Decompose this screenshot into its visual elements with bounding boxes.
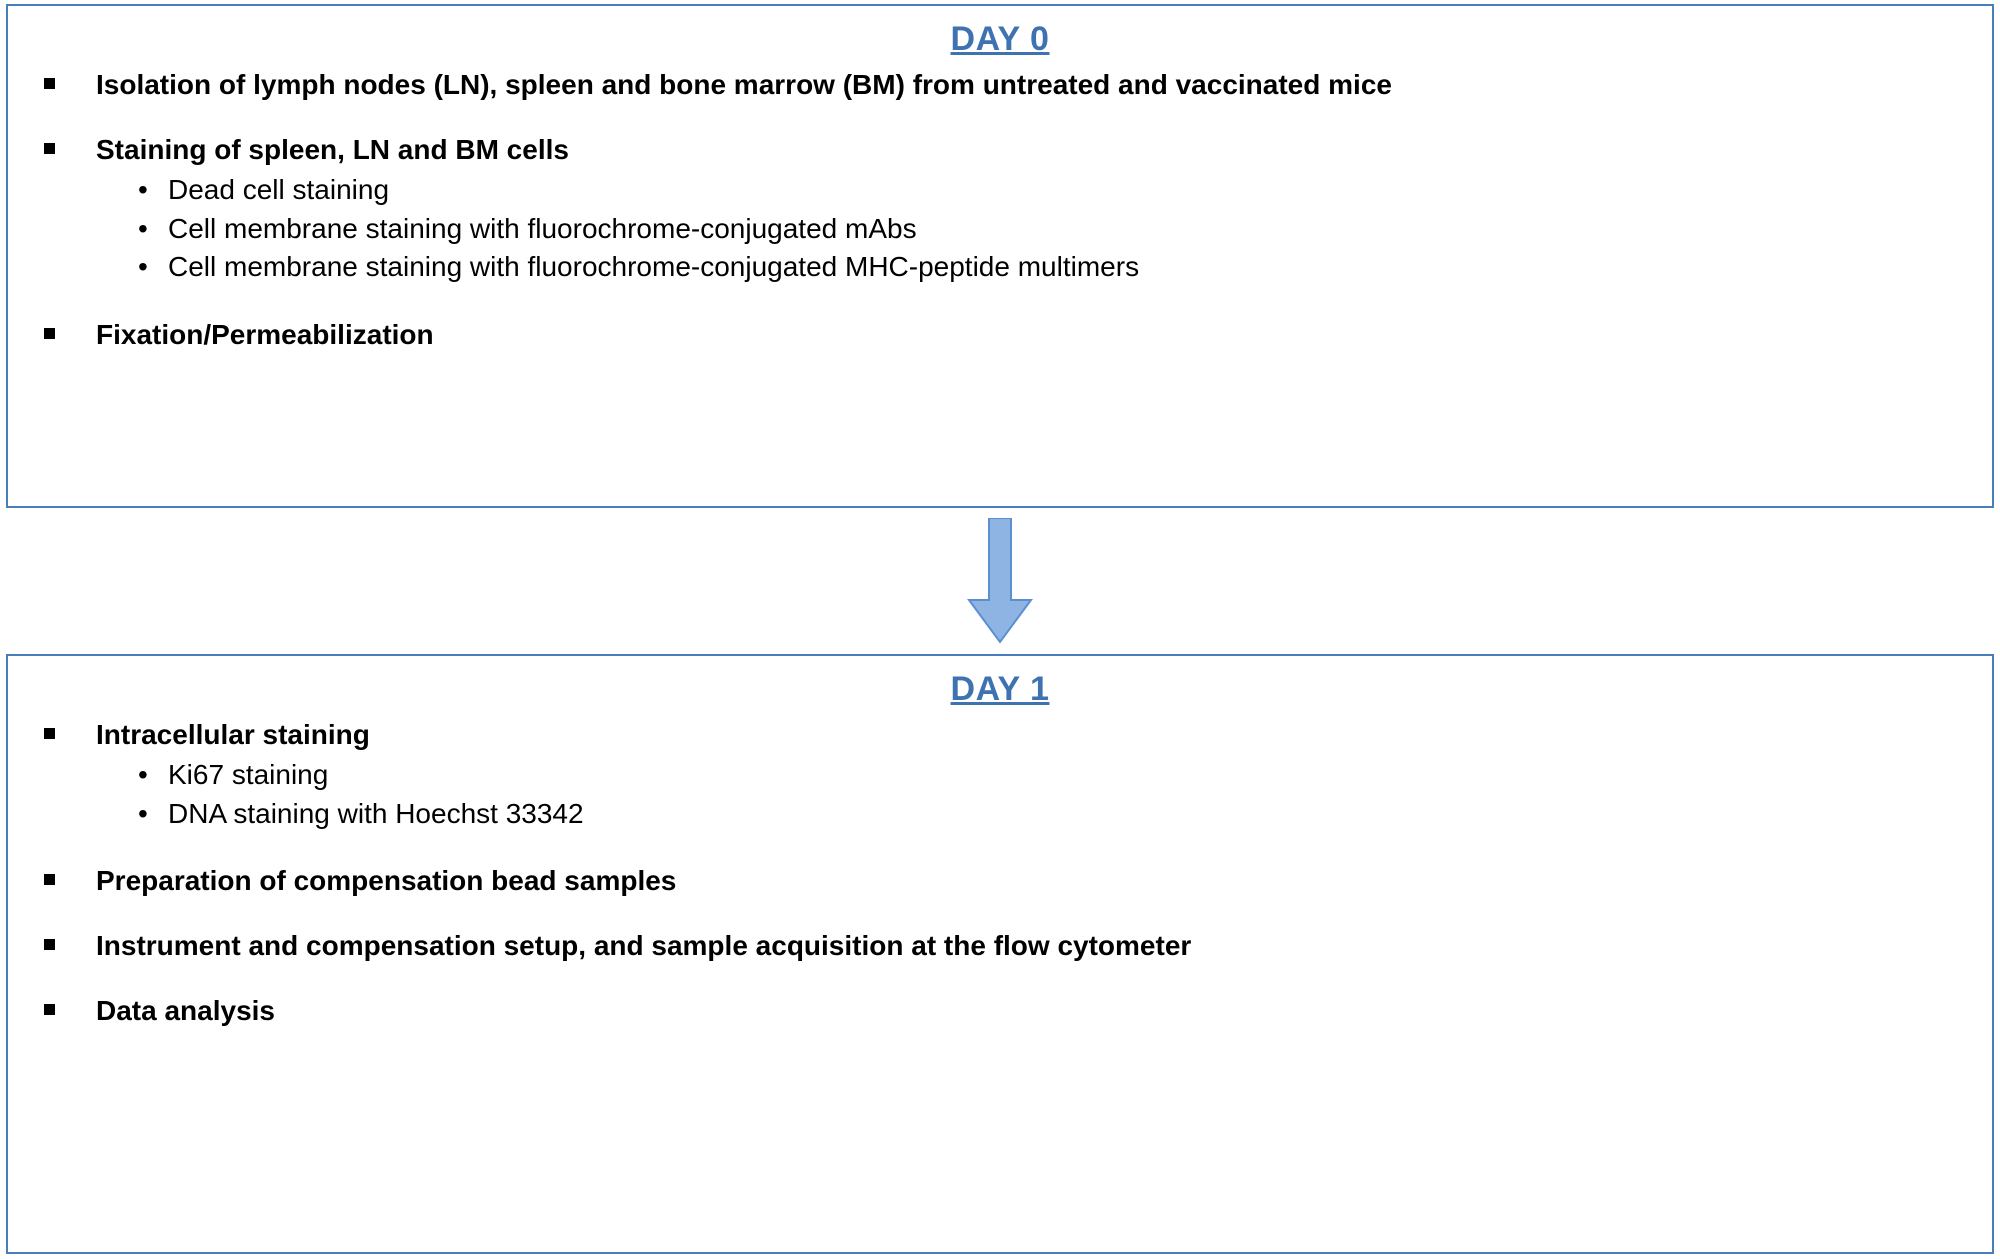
square-bullet-icon [44,874,55,885]
sub-list-item [96,248,1992,287]
list-item-label: Fixation/Permeabilization [96,318,434,350]
sub-list-item-label: Dead cell staining [168,174,390,205]
list-item-label: Preparation of compensation bead samples [96,865,677,897]
list-item-label: Staining of spleen, LN and BM cells [96,134,569,165]
square-bullet-icon [44,78,55,89]
dot-bullet-icon: • [138,797,148,829]
square-bullet-icon [44,1004,55,1015]
sub-list-item-label: DNA staining with Hoechst 33342 [168,797,584,829]
panel-day1-title: DAY 1 [950,670,1050,708]
panel-day1 [6,654,1994,1254]
dot-bullet-icon: • [138,212,148,244]
sub-list [96,171,1992,287]
sub-list-item [96,171,1992,210]
square-bullet-icon [44,328,55,339]
list-item-label: Isolation of lymph nodes (LN), spleen and bone marrow (BM) from untreated and vaccinated mice [96,69,1392,100]
dot-bullet-icon: • [138,759,148,790]
list-item [8,317,1992,352]
list-item [8,717,1992,833]
list-item [8,863,1992,898]
sub-list-item-label: Cell membrane staining with fluorochrome-conjugated mAbs [168,212,917,244]
panel-day0 [6,4,1994,508]
list-item-label: Data analysis [96,995,275,1027]
dot-bullet-icon: • [138,251,148,283]
dot-bullet-icon: • [138,174,148,205]
panel-day0-item-list [8,67,1992,352]
sub-list-item [96,795,1992,834]
sub-list-item [96,210,1992,249]
panel-day0-title: DAY 0 [950,20,1050,58]
down-arrow-icon [965,518,1035,644]
list-item [8,928,1992,963]
square-bullet-icon [44,728,55,739]
sub-list [96,756,1992,833]
square-bullet-icon [44,939,55,950]
list-item [8,132,1992,287]
list-item [8,67,1992,102]
panel-day1-item-list [8,717,1992,1028]
sub-list-item [96,756,1992,795]
sub-list-item-label: Ki67 staining [168,759,329,790]
list-item-label: Instrument and compensation setup, and sample acquisition at the flow cytometer [96,930,1192,962]
list-item [8,993,1992,1028]
square-bullet-icon [44,143,55,154]
list-item-label: Intracellular staining [96,719,370,750]
sub-list-item-label: Cell membrane staining with fluorochrome-conjugated MHC-peptide multimers [168,251,1140,283]
